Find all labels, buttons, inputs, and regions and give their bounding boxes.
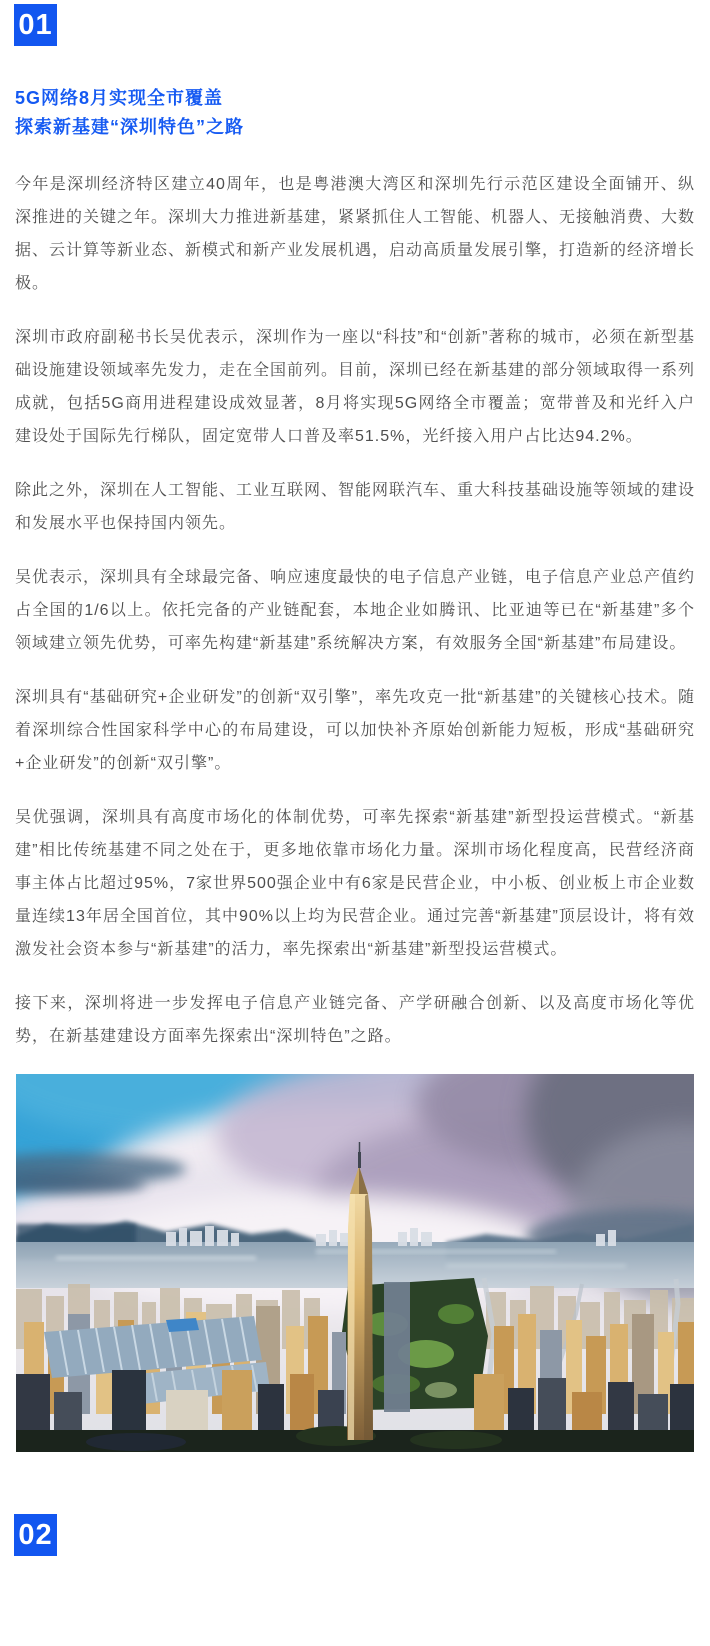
subtitle-line-2: 探索新基建“深圳特色”之路 bbox=[15, 117, 244, 137]
subtitle-line-1: 5G网络8月实现全市覆盖 bbox=[15, 88, 224, 108]
article-page bbox=[0, 4, 710, 1568]
article-subtitle-block bbox=[15, 84, 695, 142]
paragraph: 深圳市政府副秘书长吴优表示，深圳作为一座以“科技”和“创新”著称的城市，必须在新型基础设施建设领域率先发力，走在全国前列。目前，深圳已经在新基建的部分领域取得一系列成就，包括5G商用进程建设成效显著，8月将实现5G网络全市覆盖；宽带普及和光纤入户建设处于国际先行梯队，固定宽带人口普及率51.5%，光纤接入用户占比达94.2%。 bbox=[15, 329, 696, 445]
paragraph: 除此之外，深圳在人工智能、工业互联网、智能网联汽车、重大科技基础设施等领域的建设和发展水平也保持国内领先。 bbox=[15, 482, 696, 532]
paragraph: 深圳具有“基础研究+企业研发”的创新“双引擎”，率先攻克一批“新基建”的关键核心技术。随着深圳综合性国家科学中心的布局建设，可以加快补齐原始创新能力短板，形成“基础研究+企业研发”的创新“双引擎”。 bbox=[15, 689, 695, 772]
paragraph: 今年是深圳经济特区建立40周年，也是粤港澳大湾区和深圳先行示范区建设全面铺开、纵深推进的关键之年。深圳大力推进新基建，紧紧抓住人工智能、机器人、无接触消费、大数据、云计算等新业态、新模式和新产业发展机遇，启动高质量发展引擎，打造新的经济增长极。 bbox=[15, 176, 696, 292]
section-number-text: 01 bbox=[18, 8, 53, 41]
section-number-text: 02 bbox=[18, 1518, 53, 1551]
shenzhen-skyline-photo[interactable] bbox=[16, 1074, 694, 1452]
paragraph: 吴优表示，深圳具有全球最完备、响应速度最快的电子信息产业链，电子信息产业总产值约占全国的1/6以上。依托完备的产业链配套，本地企业如腾讯、比亚迪等已在“新基建”多个领域建立领先优势，可率先构建“新基建”系统解决方案，有效服务全国“新基建”布局建设。 bbox=[15, 569, 696, 652]
section-number-badge-02 bbox=[14, 1514, 57, 1556]
article-body bbox=[15, 168, 695, 1053]
paragraph: 接下来，深圳将进一步发挥电子信息产业链完备、产学研融合创新、以及高度市场化等优势，在新基建建设方面率先探索出“深圳特色”之路。 bbox=[15, 995, 695, 1045]
paragraph: 吴优强调，深圳具有高度市场化的体制优势，可率先探索“新基建”新型投运营模式。“新基建”相比传统基建不同之处在于，更多地依靠市场化力量。深圳市场化程度高，民营经济商事主体占比超过95%，7家世界500强企业中有6家是民营企业，中小板、创业板上市企业数量连续13年居全国首位，其中90%以上均为民营企业。通过完善“新基建”顶层设计，将有效激发社会资本参与“新基建”的活力，率先探索出“新基建”新型投运营模式。 bbox=[15, 809, 695, 958]
section-number-badge-01 bbox=[14, 4, 57, 46]
